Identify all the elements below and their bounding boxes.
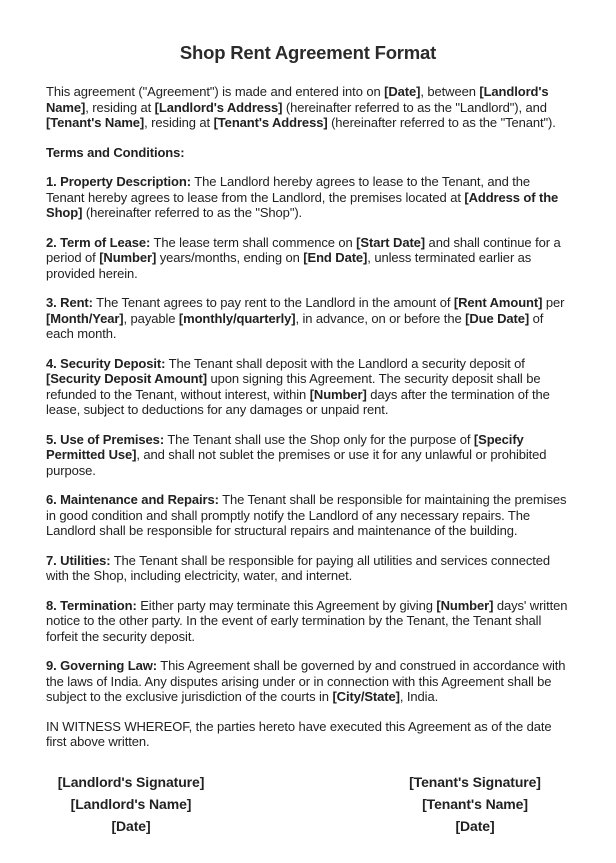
clause-7-utilities: 7. Utilities: The Tenant shall be responsible for paying all utilities and services connected with the Shop, including electricity, water, and internet. <box>46 552 551 583</box>
clause-9-governing-law: 9. Governing Law: This Agreement shall be governed by and construed in accordance with the laws of India. Any disputes arising under or in connection with this Agreement shall be subject to the exclusive jurisdiction of the courts in [City/State], India. <box>46 658 566 704</box>
clause-2-term-of-lease: 2. Term of Lease: The lease term shall commence on [Start Date] and shall continue for a period of [Number] years/months, ending on [End Date], unless terminated earlier as provided herein. <box>46 234 561 281</box>
landlord-signature-placeholder: [Landlord's Signature] <box>57 773 205 790</box>
document-title: Shop Rent Agreement Format <box>179 42 437 63</box>
landlord-date-placeholder: [Date] <box>111 817 151 834</box>
clause-4-security-deposit: 4. Security Deposit: The Tenant shall deposit with the Landlord a security deposit of [Security Deposit Amount] upon signing this Agreement. The security deposit shall be refunded to the Tenant, without interest, within [Number] days after the termination of the lease, subject to deductions for any damages or unpaid rent. <box>46 355 550 417</box>
tenant-signature-column <box>390 775 560 841</box>
tenant-name-placeholder: [Tenant's Name] <box>422 795 528 812</box>
clause-6-maintenance-and-repairs: 6. Maintenance and Repairs: The Tenant shall be responsible for maintaining the premises in good condition and shall promptly notify the Landlord of any necessary repairs. The Landlord shall be responsible for structural repairs and maintenance of the building. <box>46 492 567 538</box>
tenant-date-placeholder: [Date] <box>455 817 495 834</box>
landlord-name-placeholder: [Landlord's Name] <box>70 795 192 812</box>
clause-8-termination: 8. Termination: Either party may terminate this Agreement by giving [Number] days' written notice to the other party. In the event of early termination by the Tenant, the Tenant shall forfeit the security deposit. <box>46 597 568 644</box>
clause-5-use-of-premises: 5. Use of Premises: The Tenant shall use the Shop only for the purpose of [Specify Permitted Use], and shall not sublet the premises or use it for any unlawful or prohibited purpose. <box>46 431 547 478</box>
intro-paragraph: This agreement ("Agreement") is made and entered into on [Date], between [Landlord's Name], residing at [Landlord's Address] (hereinafter referred to as the "Landlord"), and [Tenant's Name], residing at [Tenant's Address] (hereinafter referred to as the "Tenant"). <box>46 84 556 130</box>
witness-clause: IN WITNESS WHEREOF, the parties hereto have executed this Agreement as of the date first above written. <box>46 718 552 749</box>
terms-and-conditions-heading: Terms and Conditions: <box>46 144 185 160</box>
clause-3-rent: 3. Rent: The Tenant agrees to pay rent to the Landlord in the amount of [Rent Amount] per [Month/Year], payable [monthly/quarterly], in advance, on or before the [Due Date] of each month. <box>46 295 565 341</box>
clause-1-property-description: 1. Property Description: The Landlord hereby agrees to lease to the Tenant, and the Tenant hereby agrees to lease from the Landlord, the premises located at [Address of the Shop] (hereinafter referred to as the "Shop"). <box>46 174 559 220</box>
landlord-signature-column <box>46 775 216 841</box>
signature-block <box>46 775 570 841</box>
tenant-signature-placeholder: [Tenant's Signature] <box>409 773 541 790</box>
